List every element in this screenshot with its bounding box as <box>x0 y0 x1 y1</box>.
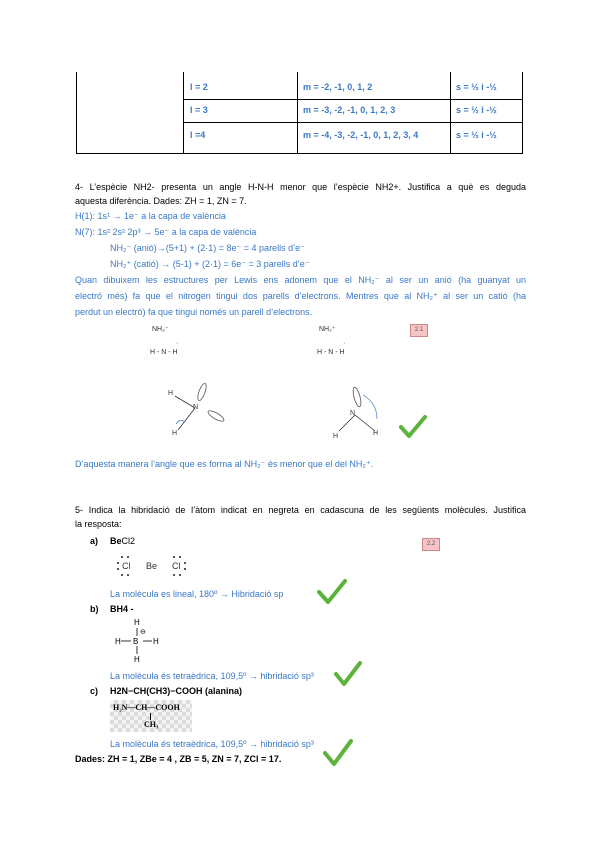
alanine-structure-image <box>110 700 192 732</box>
formula-rest: Cl2 <box>121 536 136 546</box>
q4-conclusion: D’aquesta manera l’angle que es forma al NH₂⁻ és menor que el del NH₂⁺. <box>75 459 374 469</box>
item-c-label: c) <box>90 686 99 696</box>
lewis-cl: Cl <box>122 561 131 571</box>
anion-electron-count: NH₂⁻ (anió)→(5+1) + (2·1) = 8e⁻ = 4 parells d’e⁻ <box>110 243 305 253</box>
l-value: l = 3 <box>190 105 208 115</box>
q4-explanation-line1: Quan dibuixem les estructures per Lewis ens adonem que el NH₂⁻ al ser un anió (ha guanyat un <box>75 275 526 285</box>
lewis-right-label: NH₂⁺ <box>319 326 336 333</box>
atom-h: H <box>153 637 159 646</box>
lone-pair-dots <box>116 553 188 579</box>
item-c-formula: H2N−CH(CH3)−COOH (alanina) <box>110 686 243 696</box>
atom-h: H <box>134 655 140 664</box>
lewis-right-formula: H - N - H <box>317 349 345 356</box>
atom-h: H <box>134 618 140 627</box>
m-values: m = -3, -2, -1, 0, 1, 2, 3 <box>303 105 396 115</box>
atom-h: H <box>373 430 379 437</box>
checkmark-icon <box>398 414 428 440</box>
lone-pair-dot: · <box>176 340 179 347</box>
q4-question-line1: 4- L’espècie NH2- presenta un angle H-N-H menor que l’espècie NH2+. Justifica a què es deguda <box>75 182 526 192</box>
bold-atom: Be <box>110 536 122 546</box>
q5-question-line1: 5- Indica la hibridació de l’àtom indicat en negreta en cadascuna de les següents molècules. Justifica <box>75 505 526 515</box>
atom-h: H <box>168 390 174 397</box>
atom-h: H <box>172 430 178 437</box>
item-b-label: b) <box>90 604 99 614</box>
checkmark-icon <box>322 738 354 768</box>
q4-explanation-line3: perdut un electró) fa que tingui només un parell d’electrons. <box>75 307 313 317</box>
alanine-methyl: CH₃ <box>144 720 159 729</box>
negative-charge-icon: ⊖ <box>140 629 146 636</box>
q5-question-line2: la resposta: <box>75 519 122 529</box>
atom-b: B <box>133 637 139 646</box>
s-values: s = ½ i -½ <box>456 82 497 92</box>
checkmark-icon <box>333 660 363 688</box>
atom-h: H <box>115 637 121 646</box>
atom-n: N <box>350 410 356 417</box>
m-values: m = -2, -1, 0, 1, 2 <box>303 82 373 92</box>
l-value: l =4 <box>190 130 206 140</box>
lewis-cl: Cl <box>172 561 181 571</box>
cation-electron-count: NH₂⁺ (catió) → (5-1) + (2·1) = 6e⁻ = 3 parells d’e⁻ <box>110 259 310 269</box>
item-b-answer: La molècula és tetraèdrica, 109,5º → hibridació sp³ <box>110 671 314 681</box>
atom-h: H <box>333 433 339 440</box>
lewis-left-label: NH₂⁻ <box>152 326 169 333</box>
checkmark-icon <box>316 578 348 606</box>
item-b-formula: BH4 - <box>110 604 134 614</box>
item-a-answer: La molècula es lineal, 180º → Hibridació sp <box>110 589 284 599</box>
n-electron-config: N(7): 1s² 2s² 2p³ → 5e⁻ a la capa de valència <box>75 227 257 237</box>
atom-n: N <box>193 404 199 411</box>
item-c-answer: La molècula és tetraèdrica, 109,5º → hibridació sp³ <box>110 739 314 749</box>
q4-question-line2: aquesta diferència. Dades: ZH = 1, ZN = 7. <box>75 196 247 206</box>
lewis-left-formula: H - N - H <box>150 349 178 356</box>
l-value: l = 2 <box>190 82 208 92</box>
lone-pair-dot: · <box>343 340 346 347</box>
atomic-numbers-data: Dades: ZH = 1, ZBe = 4 , ZB = 5, ZN = 7, ZCl = 17. <box>75 754 282 764</box>
lewis-be: Be <box>146 561 158 571</box>
q4-explanation-line2: electró més) fa que el nitrogen tingui dos parells d’electrons. Mentres que al NH₂⁺ al ser un catió (ha <box>75 291 526 301</box>
alanine-main-chain: H₂N—CH—COOH <box>113 703 180 712</box>
comment-badge-2-2[interactable]: 2.2 <box>422 538 440 551</box>
h-electron-config: H(1): 1s¹ → 1e⁻ a la capa de valència <box>75 211 226 221</box>
nh2-anion-geometry-sketch <box>150 378 240 448</box>
s-values: s = ½ i -½ <box>456 105 497 115</box>
s-values: s = ½ i -½ <box>456 130 497 140</box>
item-a-label: a) <box>90 536 99 546</box>
comment-badge-2-1[interactable]: 2.1 <box>410 324 428 337</box>
item-a-formula <box>110 535 135 548</box>
m-values: m = -4, -3, -2, -1, 0, 1, 2, 3, 4 <box>303 130 419 140</box>
